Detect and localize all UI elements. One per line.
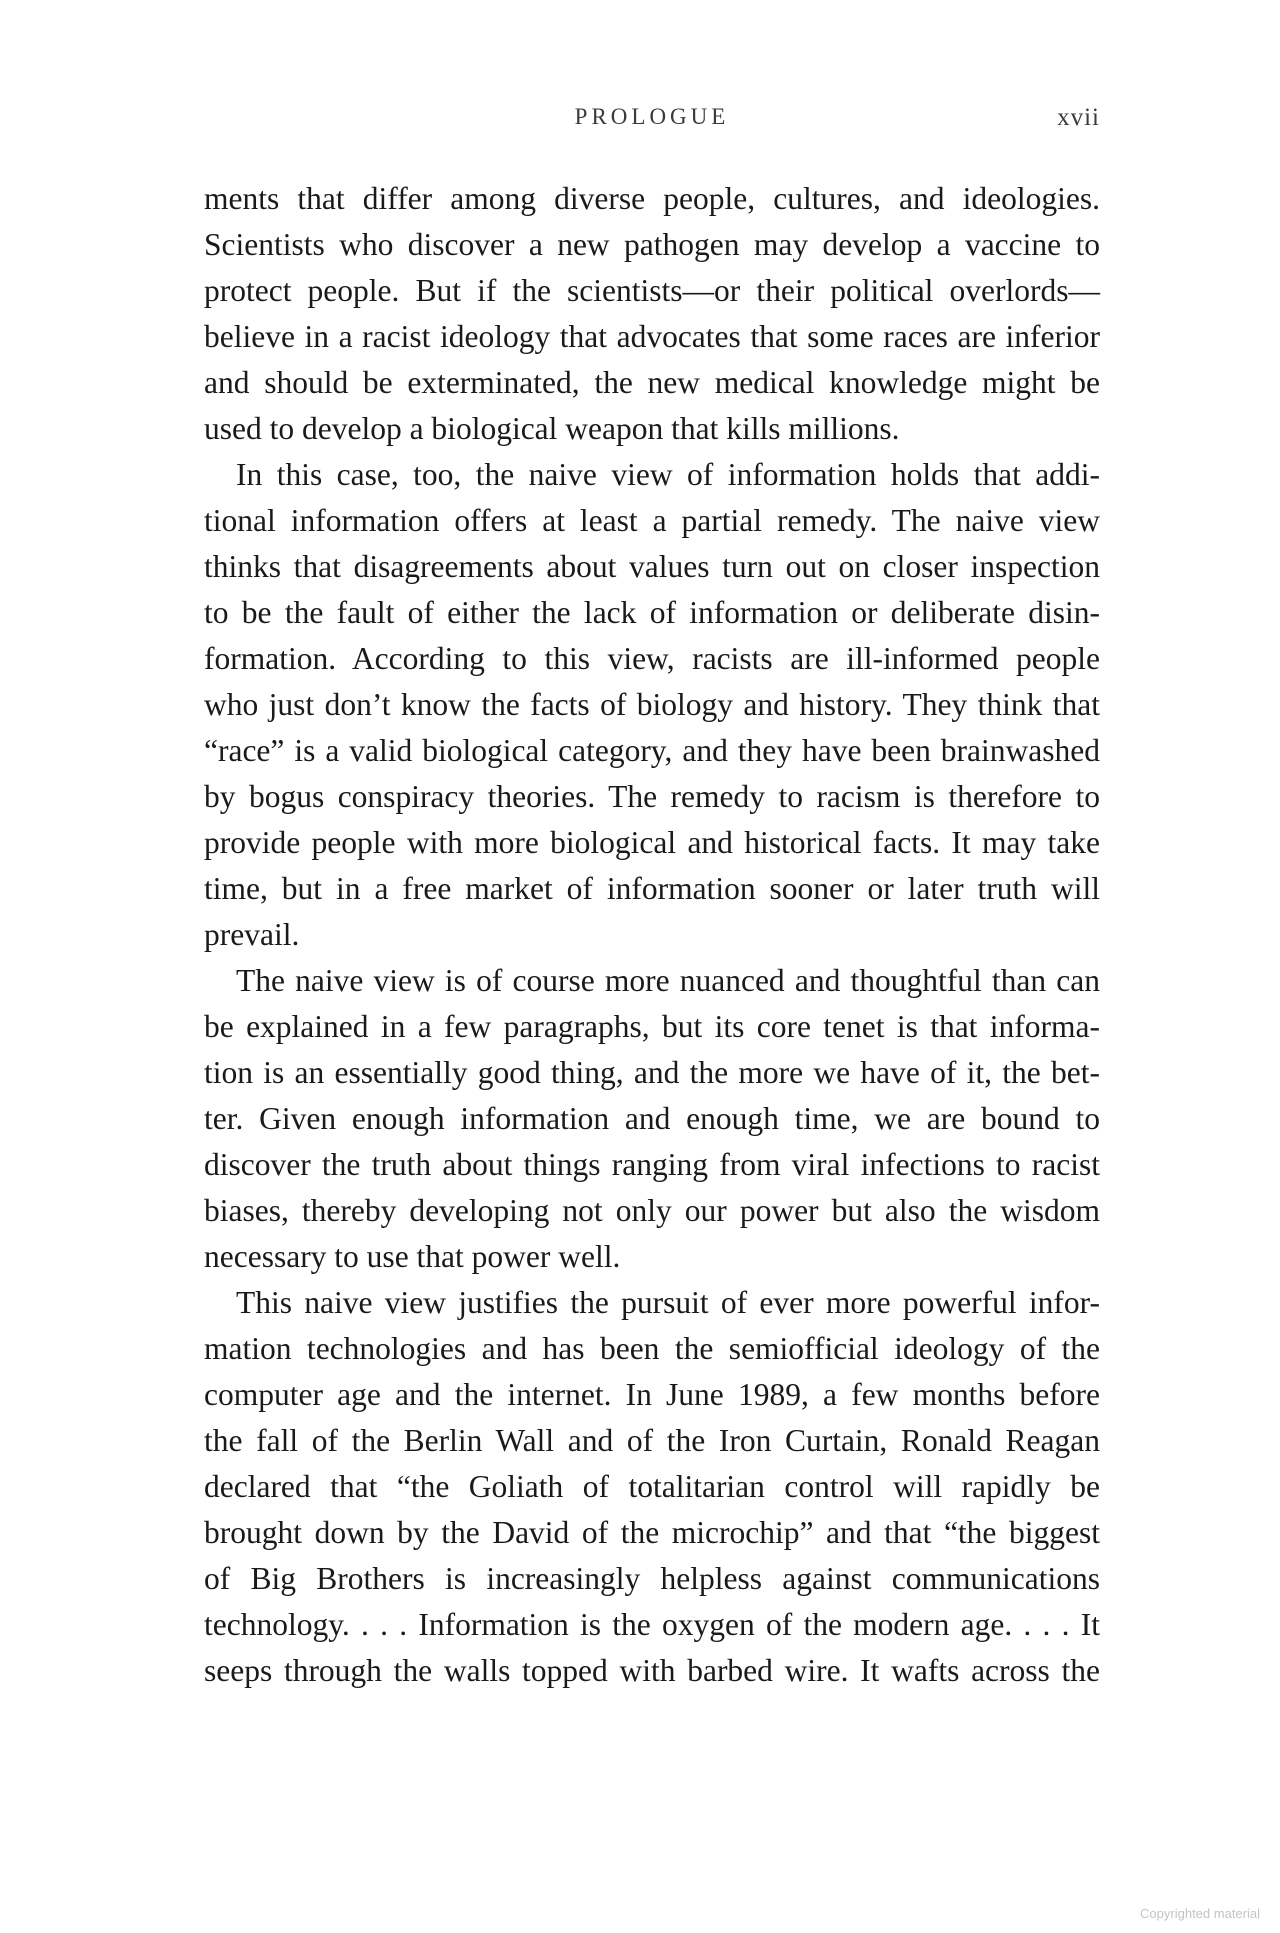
text-line: time, but in a free market of information sooner or later truth will bbox=[204, 871, 1100, 906]
text-line: of Big Brothers is increasingly helpless against communications bbox=[204, 1561, 1100, 1596]
text-line: who just don’t know the facts of biology and history. They think that bbox=[204, 687, 1100, 722]
text-line: technology. . . . Information is the oxygen of the modern age. . . . It bbox=[204, 1607, 1100, 1642]
text-line: declared that “the Goliath of totalitarian control will rapidly be bbox=[204, 1469, 1100, 1504]
text-line: and should be exterminated, the new medical knowledge might be bbox=[204, 365, 1100, 400]
text-line: mation technologies and has been the semiofficial ideology of the bbox=[204, 1331, 1100, 1366]
copyright-watermark: Copyrighted material bbox=[1140, 1906, 1260, 1921]
paragraph bbox=[204, 958, 1100, 1280]
text-line: the fall of the Berlin Wall and of the Iron Curtain, Ronald Reagan bbox=[204, 1423, 1100, 1458]
paragraph bbox=[204, 176, 1100, 452]
body-text bbox=[204, 176, 1100, 1694]
paragraph bbox=[204, 452, 1100, 958]
text-line: prevail. bbox=[204, 917, 300, 952]
running-head bbox=[204, 104, 1100, 140]
text-line: ter. Given enough information and enough time, we are bound to bbox=[204, 1101, 1100, 1136]
text-line: to be the fault of either the lack of information or deliberate disin- bbox=[204, 595, 1100, 630]
text-line: tion is an essentially good thing, and the more we have of it, the bet- bbox=[204, 1055, 1100, 1090]
text-line: by bogus conspiracy theories. The remedy to racism is therefore to bbox=[204, 779, 1100, 814]
text-line: This naive view justifies the pursuit of ever more powerful infor- bbox=[236, 1285, 1100, 1320]
text-line: Scientists who discover a new pathogen may develop a vaccine to bbox=[204, 227, 1100, 262]
text-line: protect people. But if the scientists—or their political overlords— bbox=[204, 273, 1100, 308]
text-line: seeps through the walls topped with barbed wire. It wafts across the bbox=[204, 1653, 1100, 1688]
text-line: discover the truth about things ranging from viral infections to racist bbox=[204, 1147, 1100, 1182]
text-line: “race” is a valid biological category, and they have been brainwashed bbox=[204, 733, 1100, 768]
text-line: In this case, too, the naive view of information holds that addi- bbox=[236, 457, 1100, 492]
paragraph bbox=[204, 1280, 1100, 1694]
text-line: brought down by the David of the microchip” and that “the biggest bbox=[204, 1515, 1100, 1550]
page-number: xvii bbox=[1057, 104, 1100, 131]
text-line: formation. According to this view, racists are ill-informed people bbox=[204, 641, 1100, 676]
text-line: believe in a racist ideology that advocates that some races are inferior bbox=[204, 319, 1100, 354]
text-line: biases, thereby developing not only our power but also the wisdom bbox=[204, 1193, 1100, 1228]
text-line: ments that differ among diverse people, cultures, and ideologies. bbox=[204, 181, 1100, 216]
running-title: PROLOGUE bbox=[574, 104, 730, 129]
text-line: used to develop a biological weapon that kills millions. bbox=[204, 411, 900, 446]
text-line: necessary to use that power well. bbox=[204, 1239, 621, 1274]
text-line: The naive view is of course more nuanced and thoughtful than can bbox=[236, 963, 1100, 998]
text-line: provide people with more biological and historical facts. It may take bbox=[204, 825, 1100, 860]
text-line: computer age and the internet. In June 1989, a few months before bbox=[204, 1377, 1100, 1412]
text-line: be explained in a few paragraphs, but its core tenet is that informa- bbox=[204, 1009, 1100, 1044]
text-line: tional information offers at least a partial remedy. The naive view bbox=[204, 503, 1100, 538]
text-line: thinks that disagreements about values turn out on closer inspection bbox=[204, 549, 1100, 584]
